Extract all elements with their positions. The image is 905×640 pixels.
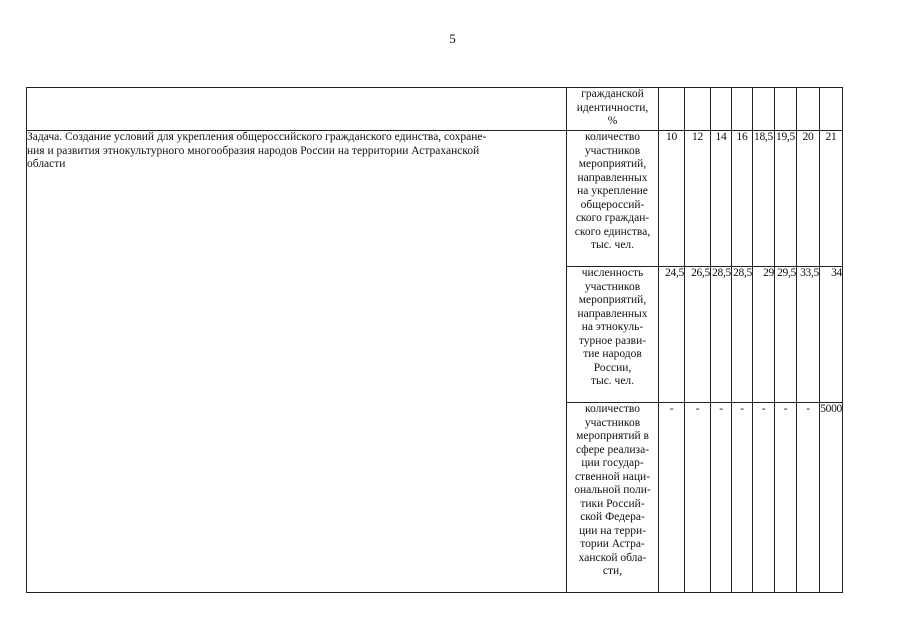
task-cell-empty (27, 88, 567, 131)
value-cell (732, 88, 753, 131)
task-cell (27, 131, 567, 593)
value-cell (797, 88, 820, 131)
indicator-cell (567, 88, 659, 131)
indicator-text: количество участников мероприятий в сфере реализа- ции государ- ственной наци- ональной поли- тики Россий- ской Федера- ции на терри- тории Астра- ханской обла- сти, (574, 403, 651, 577)
value-cell (753, 88, 775, 131)
value-cell: 10 (659, 131, 685, 267)
value-cell: - (797, 403, 820, 593)
value-cell: 29 (753, 267, 775, 403)
value-cell: 26,5 (685, 267, 711, 403)
value-cell (659, 88, 685, 131)
value-cell: - (659, 403, 685, 593)
value-cell: 19,5 (775, 131, 797, 267)
value-cell: 21 (820, 131, 843, 267)
value-cell: - (775, 403, 797, 593)
indicators-table (26, 87, 843, 593)
value-cell: 33,5 (797, 267, 820, 403)
value-cell: 20 (797, 131, 820, 267)
indicator-cell (567, 131, 659, 267)
indicator-text: численность участников мероприятий, направленных на этнокуль- турное разви- тие народов России, тыс. чел. (577, 267, 648, 387)
indicator-cell (567, 403, 659, 593)
value-cell: 16 (732, 131, 753, 267)
value-cell: 28,5 (732, 267, 753, 403)
value-cell (685, 88, 711, 131)
page-number: 5 (449, 31, 456, 46)
value-cell: 28,5 (711, 267, 732, 403)
value-cell (711, 88, 732, 131)
value-cell: - (711, 403, 732, 593)
table-row (27, 131, 843, 267)
table-row (27, 88, 843, 131)
indicator-cell (567, 267, 659, 403)
indicator-text: количество участников мероприятий, направленных на укрепление общероссий- ского граждан- ского единства, тыс. чел. (574, 131, 651, 251)
value-cell: 14 (711, 131, 732, 267)
value-cell: 18,5 (753, 131, 775, 267)
value-cell: 5000 (820, 403, 843, 593)
value-cell (820, 88, 843, 131)
value-cell: 24,5 (659, 267, 685, 403)
value-cell: - (753, 403, 775, 593)
task-text: Задача. Создание условий для укрепления общероссийского гражданского единства, сохране- ния и развития этнокультурного многообразия народов России на территории Астраханской области (27, 131, 487, 170)
value-cell: 34 (820, 267, 843, 403)
value-cell (775, 88, 797, 131)
value-cell: - (685, 403, 711, 593)
value-cell: 12 (685, 131, 711, 267)
value-cell: 29,5 (775, 267, 797, 403)
value-cell: - (732, 403, 753, 593)
indicator-text: гражданской идентичности, % (576, 88, 649, 127)
